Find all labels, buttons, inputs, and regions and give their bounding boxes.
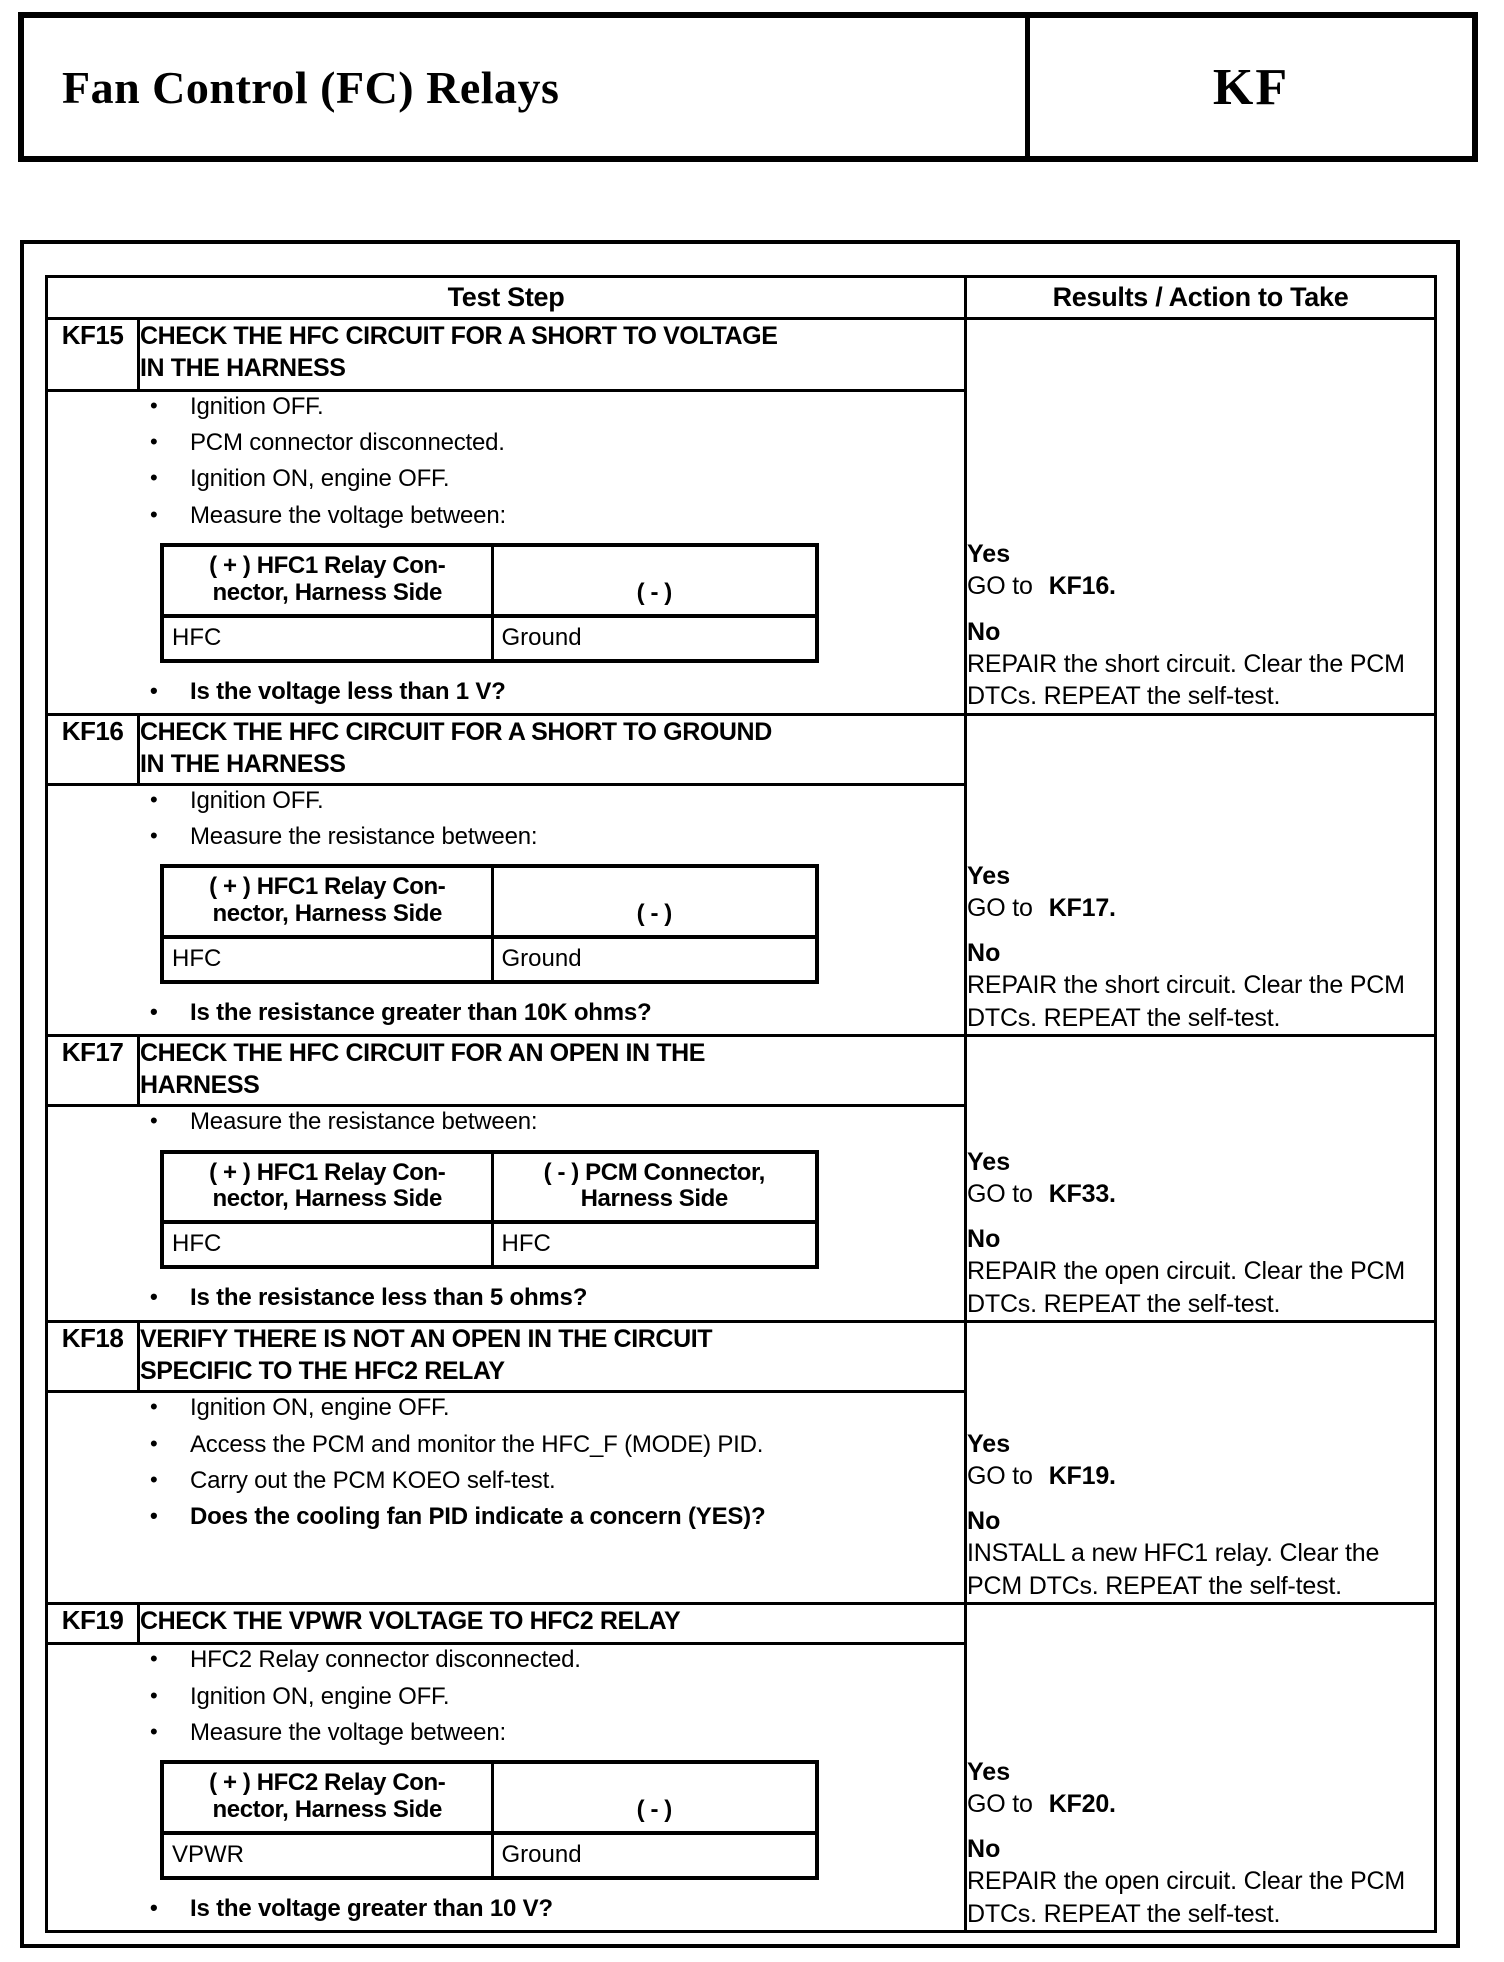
bullet-dot: • [150, 1894, 158, 1920]
goto-target: KF19. [1048, 1461, 1116, 1490]
bullet-dot: • [150, 393, 158, 418]
document-title-cell [24, 18, 1025, 156]
step-id: KF16 [47, 714, 139, 784]
question-bullet [150, 677, 964, 707]
question-text: Is the resistance less than 5 ohms? [190, 1284, 588, 1312]
section-code: KF [1212, 58, 1290, 116]
measurement-table [160, 1760, 819, 1880]
bullet-text: Measure the resistance between: [190, 1108, 538, 1136]
bullet-list [48, 1107, 964, 1137]
meas-minus-header: ( - ) [492, 1762, 817, 1833]
no-label: No [967, 939, 1001, 968]
no-action: REPAIR the open circuit. Clear the PCM DTCs. REPEAT the self-test. [967, 1867, 1405, 1928]
no-action: REPAIR the short circuit. Clear the PCM DTCs. REPEAT the self-test. [967, 649, 1405, 711]
results-cell [966, 1322, 1436, 1604]
results-cell [966, 319, 1436, 715]
question-text: Is the resistance greater than 10K ohms? [190, 999, 652, 1027]
step-id: KF15 [47, 319, 139, 391]
step-kf18-title-row [47, 1322, 1436, 1392]
bullet-item [150, 464, 964, 494]
bullet-dot: • [150, 1646, 158, 1672]
bullet-item [150, 786, 964, 816]
measurement-header-row [162, 545, 817, 616]
table-header-row [47, 277, 1436, 319]
step-title-line: IN THE HARNESS [140, 749, 346, 778]
document-header [18, 12, 1478, 162]
bullet-item [150, 1393, 964, 1423]
page-title: Fan Control (FC) Relays [62, 61, 560, 113]
goto-target: KF20. [1048, 1789, 1116, 1818]
measurement-table [160, 864, 819, 984]
measurement-data-row [162, 937, 817, 982]
bullet-text: Ignition OFF. [190, 786, 324, 814]
measurement-table [160, 543, 819, 663]
step-title-line: SPECIFIC TO THE HFC2 RELAY [140, 1357, 505, 1386]
bullet-dot: • [150, 429, 158, 455]
goto-target: KF16. [1048, 572, 1116, 601]
bullet-item [150, 1107, 964, 1137]
bullet-text: Ignition ON, engine OFF. [190, 465, 450, 493]
bullet-item [150, 501, 964, 531]
yes-label: Yes [967, 540, 1011, 569]
meas-plus-header: ( + ) HFC1 Relay Con- nector, Harness Side [162, 545, 492, 616]
step-title [139, 714, 966, 784]
bullet-item [150, 1718, 964, 1748]
meas-minus-value: Ground [492, 1833, 817, 1878]
question-list [48, 1894, 964, 1924]
column-header-results: Results / Action to Take [966, 277, 1436, 319]
goto-target: KF17. [1048, 893, 1116, 922]
step-title-line: HARNESS [140, 1071, 260, 1100]
no-label: No [967, 1225, 1001, 1254]
question-bullet [150, 1283, 964, 1313]
bullet-dot: • [150, 999, 158, 1025]
measurement-data-row [162, 1833, 817, 1878]
bullet-dot: • [150, 1503, 158, 1529]
question-list [48, 1283, 964, 1313]
bullet-list [48, 1393, 964, 1532]
column-header-test-step: Test Step [47, 277, 966, 319]
bullet-dot: • [150, 823, 158, 849]
bullet-item [150, 428, 964, 458]
step-id: KF17 [47, 1036, 139, 1106]
bullet-item [150, 1682, 964, 1712]
no-label: No [967, 1835, 1001, 1864]
bullet-dot: • [150, 786, 158, 812]
meas-minus-header: ( - ) [492, 866, 817, 937]
bullet-dot: • [150, 501, 158, 527]
step-title-line: CHECK THE HFC CIRCUIT FOR A SHORT TO VOLTAGE [140, 322, 778, 350]
step-id: KF19 [47, 1604, 139, 1644]
bullet-dot: • [150, 1718, 158, 1744]
meas-plus-header: ( + ) HFC2 Relay Con- nector, Harness Side [162, 1762, 492, 1833]
step-title-line: CHECK THE VPWR VOLTAGE TO HFC2 RELAY [140, 1607, 681, 1636]
no-action: REPAIR the open circuit. Clear the PCM DTCs. REPEAT the self-test. [967, 1257, 1405, 1318]
bullet-dot: • [150, 1284, 158, 1310]
meas-minus-header: ( - ) PCM Connector, Harness Side [492, 1152, 817, 1223]
meas-minus-value: HFC [492, 1222, 817, 1267]
bullet-item [150, 822, 964, 852]
results-cell [966, 1036, 1436, 1322]
bullet-list [48, 786, 964, 852]
measurement-header-row [162, 866, 817, 937]
meas-minus-header: ( - ) [492, 545, 817, 616]
yes-label: Yes [967, 1429, 1011, 1458]
step-kf19-title-row [47, 1604, 1436, 1644]
question-list [48, 998, 964, 1028]
bullet-text: Ignition OFF. [190, 393, 324, 420]
step-title-line: CHECK THE HFC CIRCUIT FOR AN OPEN IN THE [140, 1039, 706, 1068]
bullet-text: Measure the voltage between: [190, 1718, 506, 1746]
meas-plus-value: VPWR [162, 1833, 492, 1878]
bullet-text: Access the PCM and monitor the HFC_F (MODE) PID. [190, 1430, 764, 1458]
bullet-text: Ignition ON, engine OFF. [190, 1682, 450, 1710]
step-body [47, 391, 966, 715]
step-title [139, 1322, 966, 1392]
step-title [139, 1604, 966, 1644]
bullet-dot: • [150, 1466, 158, 1492]
step-kf16-title-row [47, 714, 1436, 784]
question-bullet [150, 1894, 964, 1924]
section-code-cell [1025, 18, 1472, 156]
bullet-text: HFC2 Relay connector disconnected. [190, 1646, 581, 1674]
diagnostic-table [45, 275, 1437, 1933]
step-body [47, 1644, 966, 1932]
bullet-dot: • [150, 1682, 158, 1708]
bullet-text: Measure the voltage between: [190, 501, 506, 529]
pinpoint-test-container [20, 240, 1460, 1948]
results-cell [966, 714, 1436, 1035]
bullet-dot: • [150, 677, 158, 703]
yes-action: GO to KF19. [967, 1461, 1116, 1490]
bullet-text: Carry out the PCM KOEO self-test. [190, 1466, 556, 1494]
bullet-text: Ignition ON, engine OFF. [190, 1394, 450, 1422]
yes-label: Yes [967, 1757, 1011, 1786]
no-action: REPAIR the short circuit. Clear the PCM DTCs. REPEAT the self-test. [967, 971, 1405, 1032]
bullet-dot: • [150, 1430, 158, 1456]
bullet-list [48, 1645, 964, 1748]
step-body [47, 784, 966, 1035]
question-bullet [150, 1502, 964, 1532]
step-id: KF18 [47, 1322, 139, 1392]
meas-plus-value: HFC [162, 1222, 492, 1267]
yes-action: GO to KF20. [967, 1789, 1116, 1818]
goto-target: KF33. [1048, 1179, 1116, 1208]
step-kf15-title-row [47, 319, 1436, 391]
step-body [47, 1392, 966, 1604]
yes-label: Yes [967, 1147, 1011, 1176]
no-label: No [967, 1507, 1001, 1536]
measurement-data-row [162, 616, 817, 661]
meas-minus-value: Ground [492, 616, 817, 661]
yes-action: GO to KF16. [967, 572, 1116, 601]
bullet-text: Measure the resistance between: [190, 823, 538, 851]
question-text: Is the voltage greater than 10 V? [190, 1894, 553, 1922]
measurement-table [160, 1150, 819, 1270]
bullet-item [150, 1645, 964, 1675]
yes-action: GO to KF33. [967, 1179, 1116, 1208]
bullet-dot: • [150, 1108, 158, 1134]
meas-plus-value: HFC [162, 616, 492, 661]
bullet-list [48, 392, 964, 531]
bullet-item [150, 1430, 964, 1460]
meas-plus-value: HFC [162, 937, 492, 982]
no-label: No [967, 617, 1001, 646]
measurement-header-row [162, 1762, 817, 1833]
question-list [48, 677, 964, 707]
bullet-item [150, 392, 964, 422]
step-title-line: IN THE HARNESS [140, 354, 346, 382]
question-text: Does the cooling fan PID indicate a concern (YES)? [190, 1503, 766, 1531]
question-bullet [150, 998, 964, 1028]
step-title [139, 319, 966, 391]
step-kf17-title-row [47, 1036, 1436, 1106]
bullet-item [150, 1466, 964, 1496]
step-title [139, 1036, 966, 1106]
yes-label: Yes [967, 861, 1011, 890]
meas-plus-header: ( + ) HFC1 Relay Con- nector, Harness Side [162, 1152, 492, 1223]
bullet-dot: • [150, 1394, 158, 1420]
question-text: Is the voltage less than 1 V? [190, 677, 506, 705]
measurement-header-row [162, 1152, 817, 1223]
meas-minus-value: Ground [492, 937, 817, 982]
meas-plus-header: ( + ) HFC1 Relay Con- nector, Harness Side [162, 866, 492, 937]
bullet-text: PCM connector disconnected. [190, 429, 505, 457]
results-cell [966, 1604, 1436, 1932]
bullet-dot: • [150, 465, 158, 491]
step-title-line: VERIFY THERE IS NOT AN OPEN IN THE CIRCUIT [140, 1325, 713, 1354]
no-action: INSTALL a new HFC1 relay. Clear the PCM DTCs. REPEAT the self-test. [967, 1539, 1380, 1600]
step-title-line: CHECK THE HFC CIRCUIT FOR A SHORT TO GROUND [140, 717, 772, 746]
step-body [47, 1106, 966, 1322]
measurement-data-row [162, 1222, 817, 1267]
yes-action: GO to KF17. [967, 893, 1116, 922]
